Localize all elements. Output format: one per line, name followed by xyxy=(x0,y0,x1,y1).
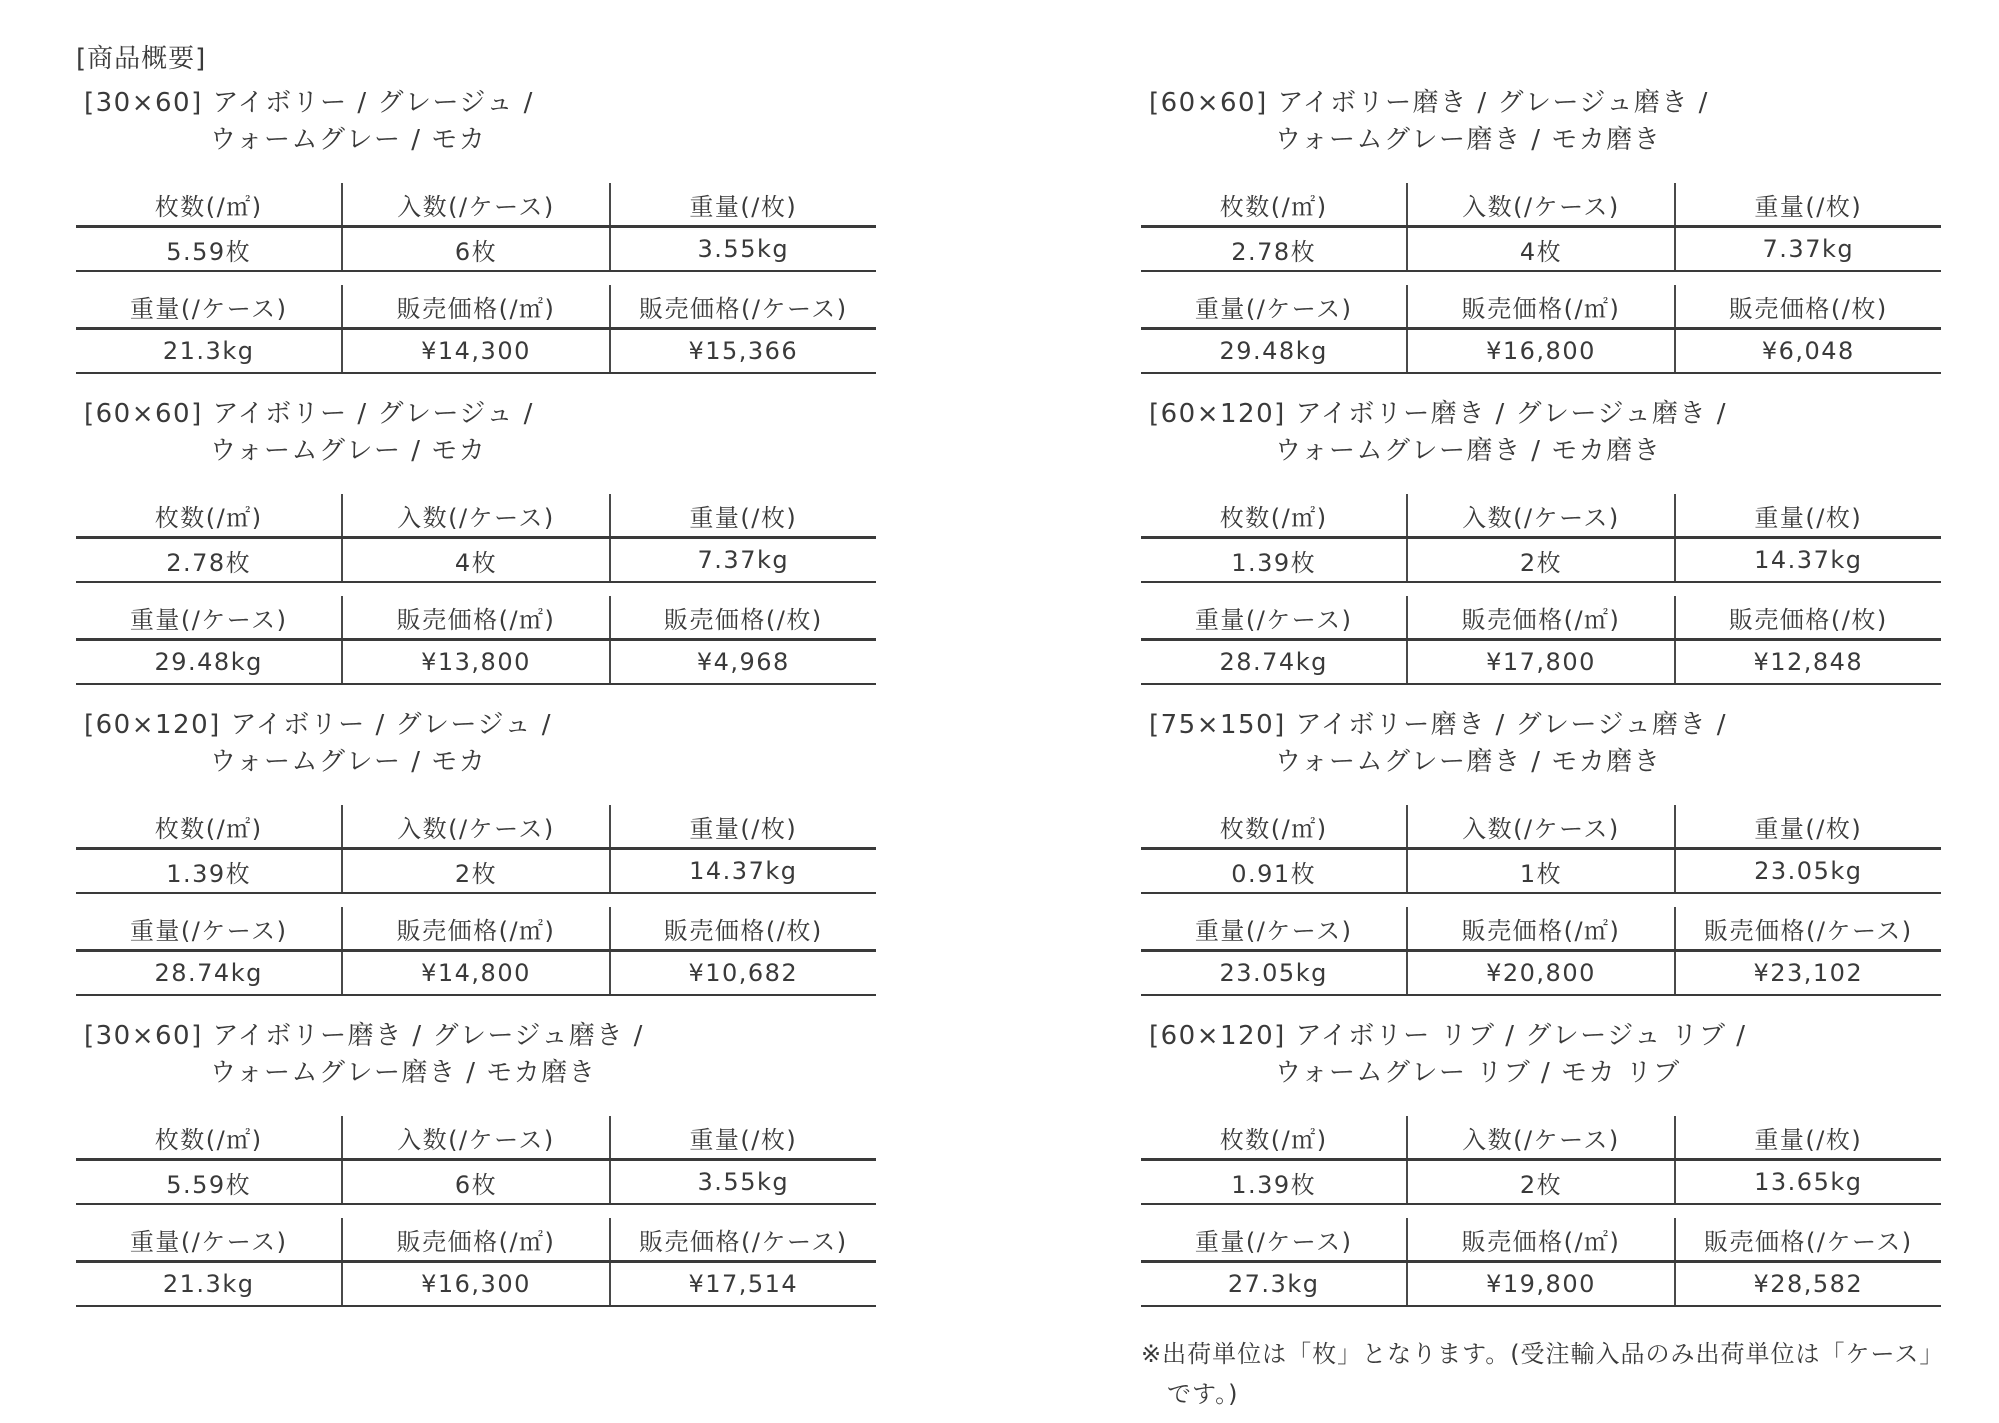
header-weight-case: 重量(/ケース) xyxy=(1194,605,1353,634)
value-weight-case: 21.3kg xyxy=(162,1270,255,1298)
product-title-line1: [60×60] アイボリー / グレージュ / xyxy=(84,399,534,429)
value-weight-sheet: 14.37kg xyxy=(1674,539,1941,581)
header-weight-sheet: 重量(/枚) xyxy=(1674,805,1941,847)
value-sheets-per-m2: 5.59枚 xyxy=(166,237,252,266)
product-title-line2: ウォームグレー磨き / モカ磨き xyxy=(1275,747,1662,777)
header-weight-case: 重量(/ケース) xyxy=(129,605,288,634)
spec-table-price xyxy=(76,596,876,685)
header-per-case: 入数(/ケース) xyxy=(341,1116,608,1158)
product-title-line1: [30×60] アイボリー / グレージュ / xyxy=(84,88,534,118)
spec-table-basic xyxy=(76,494,876,583)
value-sheets-per-m2: 5.59枚 xyxy=(166,1170,252,1199)
product-title-line2: ウォームグレー リブ / モカ リブ xyxy=(1275,1058,1681,1088)
value-price-m2: ¥16,300 xyxy=(341,1263,608,1305)
product-title-line1: [60×120] アイボリー リブ / グレージュ リブ / xyxy=(1149,1021,1747,1051)
value-price-m2: ¥19,800 xyxy=(1406,1263,1673,1305)
header-sheets-per-m2: 枚数(/㎡) xyxy=(1219,192,1328,221)
product-column-left xyxy=(76,85,876,1329)
value-price-m2: ¥20,800 xyxy=(1406,952,1673,994)
header-price-m2: 販売価格(/㎡) xyxy=(1406,1218,1673,1260)
header-price-m2: 販売価格(/㎡) xyxy=(341,907,608,949)
header-price-unit: 販売価格(/ケース) xyxy=(1674,907,1941,949)
value-per-case: 4枚 xyxy=(1406,228,1673,270)
product-title xyxy=(1149,707,1941,781)
header-per-case: 入数(/ケース) xyxy=(341,805,608,847)
value-sheets-per-m2: 1.39枚 xyxy=(166,859,252,888)
spec-table-basic xyxy=(76,805,876,894)
header-weight-case: 重量(/ケース) xyxy=(1194,1227,1353,1256)
header-price-unit: 販売価格(/枚) xyxy=(1674,285,1941,327)
value-weight-sheet: 3.55kg xyxy=(609,1161,876,1203)
product-title-line1: [60×120] アイボリー磨き / グレージュ磨き / xyxy=(1149,399,1727,429)
product-block xyxy=(1141,396,1941,707)
product-block xyxy=(76,85,876,396)
value-price-m2: ¥16,800 xyxy=(1406,330,1673,372)
value-per-case: 6枚 xyxy=(341,1161,608,1203)
value-weight-sheet: 3.55kg xyxy=(609,228,876,270)
value-weight-sheet: 14.37kg xyxy=(609,850,876,892)
header-per-case: 入数(/ケース) xyxy=(1406,494,1673,536)
value-per-case: 4枚 xyxy=(341,539,608,581)
value-weight-sheet: 7.37kg xyxy=(609,539,876,581)
spec-table-basic xyxy=(76,1116,876,1205)
header-price-unit: 販売価格(/枚) xyxy=(609,907,876,949)
value-weight-case: 27.3kg xyxy=(1227,1270,1320,1298)
shipping-note-line1: ※出荷単位は「枚」となります。(受注輸入品のみ出荷単位は「ケース」 xyxy=(1141,1340,1945,1368)
value-price-unit: ¥10,682 xyxy=(609,952,876,994)
header-price-unit: 販売価格(/ケース) xyxy=(1674,1218,1941,1260)
header-sheets-per-m2: 枚数(/㎡) xyxy=(1219,503,1328,532)
product-title-line2: ウォームグレー磨き / モカ磨き xyxy=(1275,125,1662,155)
value-weight-case: 28.74kg xyxy=(1219,648,1328,676)
value-per-case: 6枚 xyxy=(341,228,608,270)
value-weight-case: 21.3kg xyxy=(162,337,255,365)
header-price-unit: 販売価格(/枚) xyxy=(1674,596,1941,638)
header-price-m2: 販売価格(/㎡) xyxy=(1406,907,1673,949)
header-price-unit: 販売価格(/枚) xyxy=(609,596,876,638)
shipping-note-line2: です。) xyxy=(1167,1380,1239,1408)
value-price-unit: ¥4,968 xyxy=(609,641,876,683)
header-weight-sheet: 重量(/枚) xyxy=(609,805,876,847)
product-title xyxy=(1149,396,1941,470)
value-weight-sheet: 23.05kg xyxy=(1674,850,1941,892)
value-price-unit: ¥23,102 xyxy=(1674,952,1941,994)
header-sheets-per-m2: 枚数(/㎡) xyxy=(1219,1125,1328,1154)
product-title xyxy=(1149,85,1941,159)
spec-table-basic xyxy=(76,183,876,272)
header-price-m2: 販売価格(/㎡) xyxy=(341,1218,608,1260)
header-price-unit: 販売価格(/ケース) xyxy=(609,1218,876,1260)
spec-table-price xyxy=(1141,1218,1941,1307)
spec-table-price xyxy=(76,907,876,996)
header-per-case: 入数(/ケース) xyxy=(341,183,608,225)
value-price-unit: ¥12,848 xyxy=(1674,641,1941,683)
product-title-line1: [30×60] アイボリー磨き / グレージュ磨き / xyxy=(84,1021,644,1051)
value-sheets-per-m2: 2.78枚 xyxy=(1231,237,1317,266)
product-title-line2: ウォームグレー / モカ xyxy=(210,436,487,466)
product-block xyxy=(76,1018,876,1329)
header-weight-case: 重量(/ケース) xyxy=(129,1227,288,1256)
header-weight-sheet: 重量(/枚) xyxy=(1674,1116,1941,1158)
header-weight-case: 重量(/ケース) xyxy=(129,916,288,945)
product-title-line2: ウォームグレー磨き / モカ磨き xyxy=(1275,436,1662,466)
value-sheets-per-m2: 1.39枚 xyxy=(1231,548,1317,577)
spec-table-basic xyxy=(1141,805,1941,894)
spec-table-basic xyxy=(1141,494,1941,583)
value-price-unit: ¥15,366 xyxy=(609,330,876,372)
header-per-case: 入数(/ケース) xyxy=(1406,183,1673,225)
product-block xyxy=(76,396,876,707)
product-title xyxy=(84,1018,876,1092)
product-title xyxy=(84,85,876,159)
header-price-m2: 販売価格(/㎡) xyxy=(341,285,608,327)
header-weight-sheet: 重量(/枚) xyxy=(1674,183,1941,225)
spec-table-price xyxy=(1141,907,1941,996)
header-sheets-per-m2: 枚数(/㎡) xyxy=(154,503,263,532)
product-title xyxy=(84,707,876,781)
header-sheets-per-m2: 枚数(/㎡) xyxy=(154,1125,263,1154)
header-weight-case: 重量(/ケース) xyxy=(1194,294,1353,323)
value-price-m2: ¥13,800 xyxy=(341,641,608,683)
value-weight-case: 29.48kg xyxy=(154,648,263,676)
spec-table-price xyxy=(1141,285,1941,374)
header-sheets-per-m2: 枚数(/㎡) xyxy=(154,814,263,843)
header-sheets-per-m2: 枚数(/㎡) xyxy=(154,192,263,221)
shipping-note xyxy=(1141,1334,1961,1414)
value-price-unit: ¥17,514 xyxy=(609,1263,876,1305)
product-title xyxy=(84,396,876,470)
value-per-case: 2枚 xyxy=(1406,1161,1673,1203)
header-weight-case: 重量(/ケース) xyxy=(129,294,288,323)
product-block xyxy=(1141,85,1941,396)
header-price-m2: 販売価格(/㎡) xyxy=(1406,596,1673,638)
product-title-line2: ウォームグレー / モカ xyxy=(210,747,487,777)
value-weight-case: 28.74kg xyxy=(154,959,263,987)
value-sheets-per-m2: 1.39枚 xyxy=(1231,1170,1317,1199)
value-price-m2: ¥14,800 xyxy=(341,952,608,994)
value-per-case: 2枚 xyxy=(341,850,608,892)
value-per-case: 2枚 xyxy=(1406,539,1673,581)
product-title-line1: [75×150] アイボリー磨き / グレージュ磨き / xyxy=(1149,710,1727,740)
value-price-m2: ¥14,300 xyxy=(341,330,608,372)
header-price-m2: 販売価格(/㎡) xyxy=(341,596,608,638)
header-per-case: 入数(/ケース) xyxy=(1406,805,1673,847)
header-weight-sheet: 重量(/枚) xyxy=(609,1116,876,1158)
value-per-case: 1枚 xyxy=(1406,850,1673,892)
value-price-unit: ¥28,582 xyxy=(1674,1263,1941,1305)
value-weight-sheet: 7.37kg xyxy=(1674,228,1941,270)
product-title-line2: ウォームグレー / モカ xyxy=(210,125,487,155)
product-title-line1: [60×60] アイボリー磨き / グレージュ磨き / xyxy=(1149,88,1709,118)
product-column-right xyxy=(1141,85,1941,1329)
header-price-m2: 販売価格(/㎡) xyxy=(1406,285,1673,327)
spec-table-price xyxy=(76,1218,876,1307)
product-block xyxy=(1141,1018,1941,1329)
header-weight-sheet: 重量(/枚) xyxy=(609,494,876,536)
spec-table-basic xyxy=(1141,1116,1941,1205)
header-sheets-per-m2: 枚数(/㎡) xyxy=(1219,814,1328,843)
value-weight-case: 29.48kg xyxy=(1219,337,1328,365)
product-block xyxy=(1141,707,1941,1018)
header-per-case: 入数(/ケース) xyxy=(1406,1116,1673,1158)
value-sheets-per-m2: 2.78枚 xyxy=(166,548,252,577)
spec-table-price xyxy=(76,285,876,374)
value-price-m2: ¥17,800 xyxy=(1406,641,1673,683)
value-weight-sheet: 13.65kg xyxy=(1674,1161,1941,1203)
product-title xyxy=(1149,1018,1941,1092)
product-block xyxy=(76,707,876,1018)
header-weight-sheet: 重量(/枚) xyxy=(609,183,876,225)
header-per-case: 入数(/ケース) xyxy=(341,494,608,536)
product-title-line1: [60×120] アイボリー / グレージュ / xyxy=(84,710,552,740)
value-sheets-per-m2: 0.91枚 xyxy=(1231,859,1317,888)
value-weight-case: 23.05kg xyxy=(1219,959,1328,987)
product-title-line2: ウォームグレー磨き / モカ磨き xyxy=(210,1058,597,1088)
spec-table-basic xyxy=(1141,183,1941,272)
value-price-unit: ¥6,048 xyxy=(1674,330,1941,372)
header-weight-case: 重量(/ケース) xyxy=(1194,916,1353,945)
spec-table-price xyxy=(1141,596,1941,685)
header-weight-sheet: 重量(/枚) xyxy=(1674,494,1941,536)
page-header: [商品概要] xyxy=(76,44,207,74)
header-price-unit: 販売価格(/ケース) xyxy=(609,285,876,327)
